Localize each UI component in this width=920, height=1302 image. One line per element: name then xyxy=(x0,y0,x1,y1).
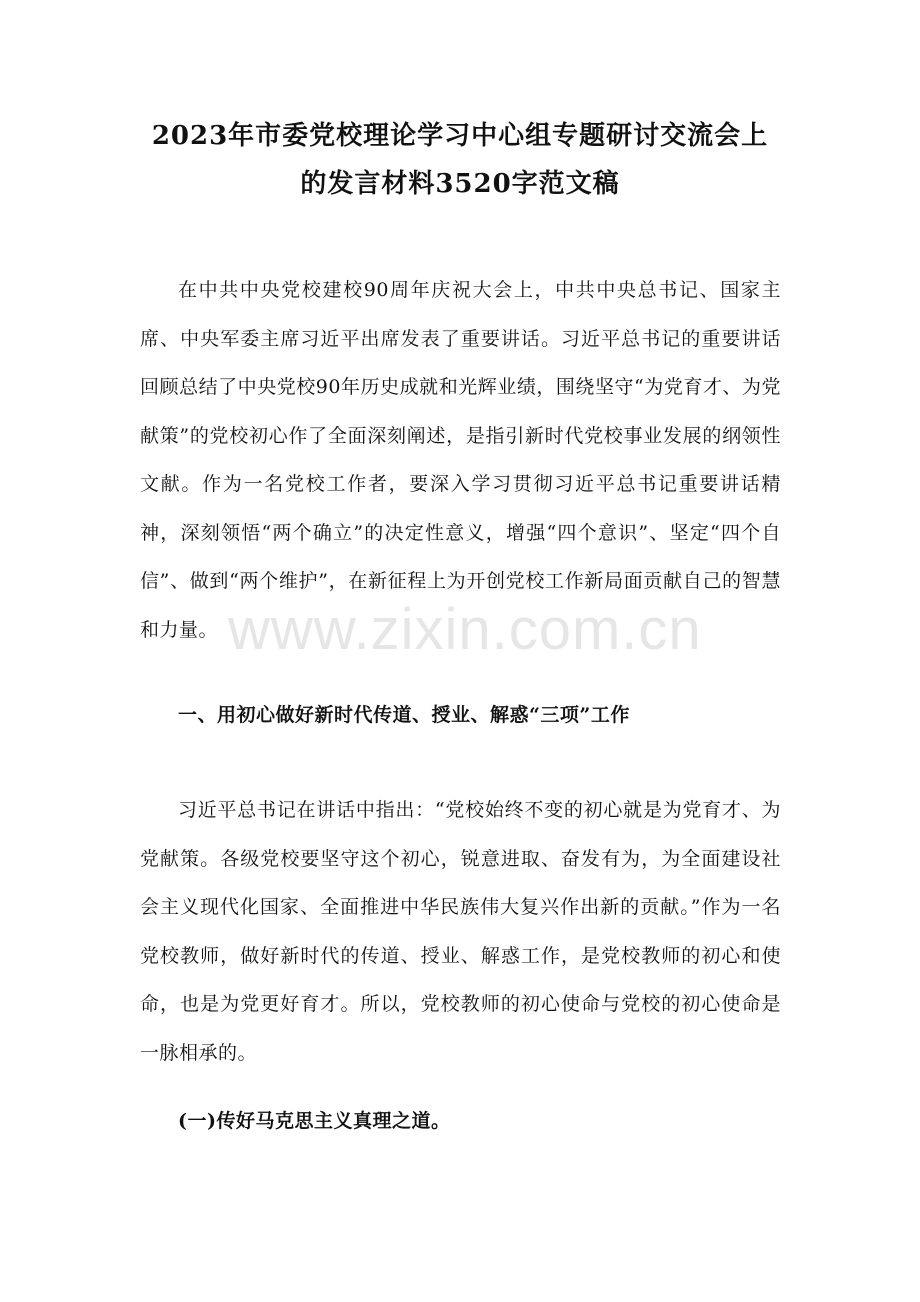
document-title: 2023年市委党校理论学习中心组专题研讨交流会上的发言材料3520字范文稿 xyxy=(151,121,769,199)
watermark: www.zixin.com.cn xyxy=(228,597,702,662)
subsection-heading-1: (一)传好马克思主义真理之道。 xyxy=(178,1110,451,1132)
intro-paragraph: 在中共中央党校建校90周年庆祝大会上，中共中央总书记、国家主席、中央军委主席习近平出席发表了重要讲话。习近平总书记的重要讲话回顾总结了中央党校90年历史成就和光辉业绩，围绕坚守“为党育才、为党献策”的党校初心作了全面深刻阐述，是指引新时代党校事业发展的纲领性文献。作为一名党校工作者，要深入学习贯彻习近平总书记重要讲话精神，深刻领悟“两个确立”的决定性意义，增强“四个意识”、坚定“四个自信”、做到“两个维护”，在新征程上为开创党校工作新局面贡献自己的智慧和力量。 xyxy=(140,279,781,641)
section-1-paragraph: 习近平总书记在讲话中指出：“党校始终不变的初心就是为党育才、为党献策。各级党校要坚守这个初心，锐意进取、奋发有为，为全面建设社会主义现代化国家、全面推进中华民族伟大复兴作出新的贡献。”作为一名党校教师，做好新时代的传道、授业、解惑工作，是党校教师的初心和使命，也是为党更好育才。所以，党校教师的初心使命与党校的初心使命是一脉相承的。 xyxy=(140,799,781,1064)
section-heading-1: 一、用初心做好新时代传道、授业、解惑“三项”工作 xyxy=(178,704,630,726)
